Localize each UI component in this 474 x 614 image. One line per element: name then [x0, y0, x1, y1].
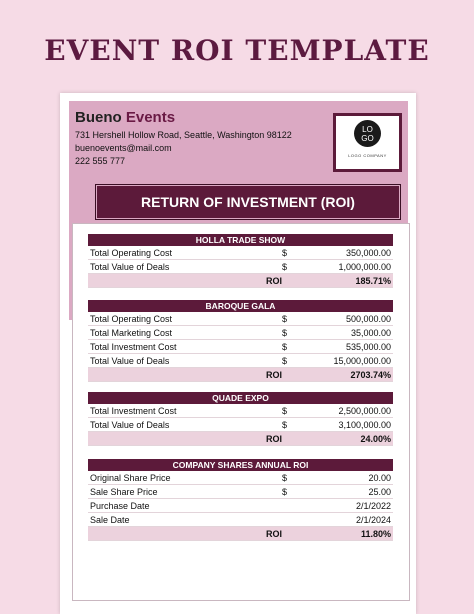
row-currency — [280, 499, 298, 513]
row-value: 15,000,000.00 — [298, 354, 393, 368]
roi-row — [88, 274, 393, 288]
roi-row — [88, 368, 393, 382]
table-row — [88, 404, 393, 418]
table-row — [88, 418, 393, 432]
row-label: Total Investment Cost — [88, 340, 280, 354]
logo-subtext: LOGO COMPANY — [348, 153, 387, 158]
company-phone: 222 555 777 — [75, 156, 126, 166]
roi-value: 24.00% — [298, 432, 393, 446]
section-title: COMPANY SHARES ANNUAL ROI — [88, 459, 393, 471]
row-label: Sale Share Price — [88, 485, 280, 499]
row-label: Total Value of Deals — [88, 354, 280, 368]
company-address: 731 Hershell Hollow Road, Seattle, Washington 98122 — [75, 130, 292, 140]
row-currency: $ — [280, 471, 298, 485]
table-row — [88, 499, 393, 513]
logo-mark — [354, 120, 381, 147]
roi-content — [72, 223, 410, 601]
table-row — [88, 513, 393, 527]
section-title: HOLLA TRADE SHOW — [88, 234, 393, 246]
row-value: 535,000.00 — [298, 340, 393, 354]
roi-table-baroque-gala — [88, 300, 393, 382]
row-currency: $ — [280, 354, 298, 368]
template-sheet — [60, 93, 416, 614]
row-currency — [280, 513, 298, 527]
row-currency: $ — [280, 260, 298, 274]
roi-value: 11.80% — [298, 527, 393, 541]
row-label: Total Operating Cost — [88, 246, 280, 260]
row-value: 25.00 — [298, 485, 393, 499]
company-name-part2: Events — [125, 109, 176, 126]
row-label: Total Operating Cost — [88, 312, 280, 326]
table-row — [88, 485, 393, 499]
table-row — [88, 312, 393, 326]
logo-text-line1: LO — [362, 124, 373, 134]
roi-banner: RETURN OF INVESTMENT (ROI) — [97, 186, 399, 218]
section-title: QUADE EXPO — [88, 392, 393, 404]
row-currency: $ — [280, 404, 298, 418]
row-currency: $ — [280, 312, 298, 326]
roi-value: 2703.74% — [298, 368, 393, 382]
row-value: 500,000.00 — [298, 312, 393, 326]
row-currency: $ — [280, 246, 298, 260]
roi-label: ROI — [88, 527, 298, 541]
row-value: 1,000,000.00 — [298, 260, 393, 274]
row-label: Total Value of Deals — [88, 260, 280, 274]
roi-table-quade-expo — [88, 392, 393, 446]
row-currency: $ — [280, 340, 298, 354]
row-label: Purchase Date — [88, 499, 280, 513]
row-currency: $ — [280, 418, 298, 432]
table-row — [88, 340, 393, 354]
roi-table-company-shares — [88, 459, 393, 541]
logo-placeholder — [333, 113, 402, 172]
table-row — [88, 326, 393, 340]
row-value: 3,100,000.00 — [298, 418, 393, 432]
company-email: buenoevents@mail.com — [75, 143, 172, 153]
table-row — [88, 354, 393, 368]
roi-label: ROI — [88, 274, 298, 288]
roi-row — [88, 527, 393, 541]
row-currency: $ — [280, 326, 298, 340]
row-value: 2/1/2022 — [298, 499, 393, 513]
roi-label: ROI — [88, 432, 298, 446]
roi-value: 185.71% — [298, 274, 393, 288]
row-value: 35,000.00 — [298, 326, 393, 340]
row-label: Total Investment Cost — [88, 404, 280, 418]
row-currency: $ — [280, 485, 298, 499]
section-title: BAROQUE GALA — [88, 300, 393, 312]
row-value: 20.00 — [298, 471, 393, 485]
roi-row — [88, 432, 393, 446]
logo-text-line2: GO — [361, 133, 374, 143]
table-row — [88, 260, 393, 274]
company-name — [75, 109, 175, 126]
row-label: Original Share Price — [88, 471, 280, 485]
table-row — [88, 246, 393, 260]
page-title: EVENT ROI TEMPLATE — [44, 34, 430, 67]
table-row — [88, 471, 393, 485]
roi-label: ROI — [88, 368, 298, 382]
row-value: 2/1/2024 — [298, 513, 393, 527]
row-label: Total Marketing Cost — [88, 326, 280, 340]
roi-table-holla-trade-show — [88, 234, 393, 288]
row-label: Sale Date — [88, 513, 280, 527]
row-value: 2,500,000.00 — [298, 404, 393, 418]
row-value: 350,000.00 — [298, 246, 393, 260]
company-name-part1: Bueno — [75, 109, 122, 126]
row-label: Total Value of Deals — [88, 418, 280, 432]
